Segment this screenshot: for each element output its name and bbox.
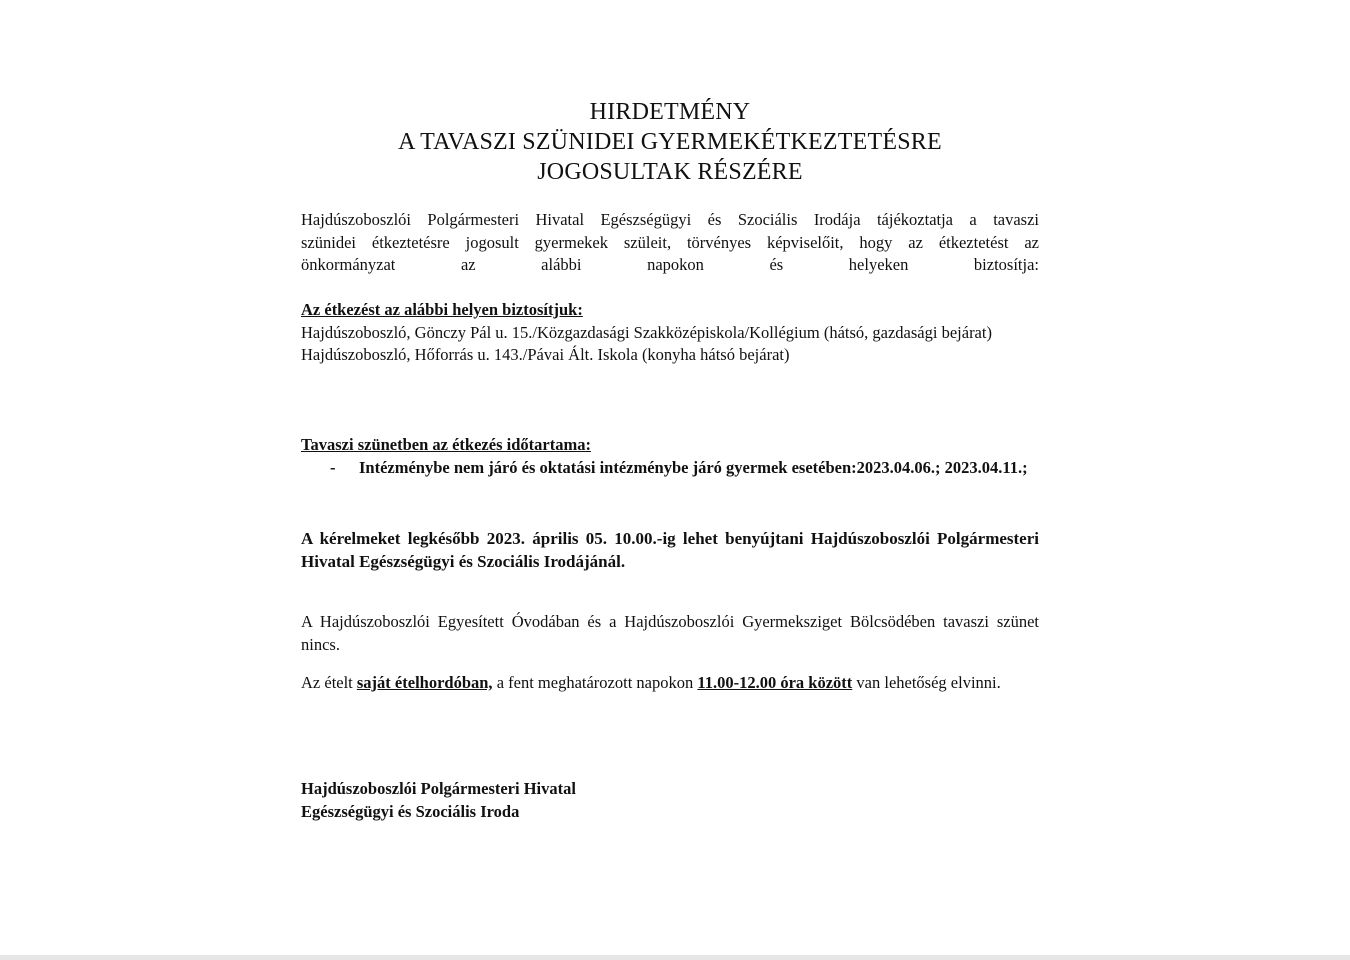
kindergarten-paragraph: A Hajdúszoboszlói Egyesített Óvodában és a Hajdúszoboszlói Gyermeksziget Bölcsödében tavaszi szünet nincs. [301,612,1039,654]
food-pickup-paragraph [301,672,1039,695]
request-deadline-paragraph: A kérelmeket legkésőbb 2023. április 05. 10.00.-ig lehet benyújtani Hajdúszoboszlói Polgármesteri Hivatal Egészségügyi és Szociális Irodájánál. [301,529,1039,571]
food-underline-time: 11.00-12.00 óra között [697,673,853,692]
locations-section [301,299,1039,367]
duration-bullet-item [301,457,1039,480]
food-text-3: van lehetőség elvinni. [852,673,1001,692]
title-line-1: HIRDETMÉNY [589,99,751,125]
intro-paragraph [301,209,1039,277]
food-text-1: Az ételt [301,673,357,692]
signature-line-1: Hajdúszoboszlói Polgármesteri Hivatal [301,779,576,798]
location-item: Hajdúszoboszló, Gönczy Pál u. 15./Közgazdasági Szakközépiskola/Kollégium (hátsó, gazdasági bejárat) [301,322,992,342]
duration-heading: Tavaszi szünetben az étkezés időtartama: [301,435,591,454]
page-bottom-edge [0,955,1350,960]
food-underline-container: saját ételhordóban, [356,673,493,692]
intro-line-2: szünidei étkeztetésre jogosult gyermekek szüleit, törvényes képviselőit, hogy az étkeztetést az [301,232,1039,252]
signature-block [301,778,1039,823]
duration-section [301,434,1039,479]
duration-bullet-text: Intézménybe nem járó és oktatási intézménybe járó gyermek esetében:2023.04.06.; 2023.04.11.; [359,457,1028,477]
title-line-3: JOGOSULTAK RÉSZÉRE [537,159,803,185]
title-line-2: A TAVASZI SZÜNIDEI GYERMEKÉTKEZTETÉSRE [398,129,942,155]
locations-heading: Az étkezést az alábbi helyen biztosítjuk: [301,300,583,319]
intro-line-1: Hajdúszoboszlói Polgármesteri Hivatal Egészségügyi és Szociális Irodája tájékoztatja a tavaszi [301,210,1039,229]
location-item: Hajdúszoboszló, Hőforrás u. 143./Pávai Ált. Iskola (konyha hátsó bejárat) [301,345,790,364]
intro-line-3: önkormányzat az alábbi napokon és helyeken biztosítja: [301,255,1039,274]
signature-line-2: Egészségügyi és Szociális Iroda [301,801,520,821]
food-text-2: a fent meghatározott napokon [492,673,698,692]
bullet-dash-icon: - [330,457,336,477]
